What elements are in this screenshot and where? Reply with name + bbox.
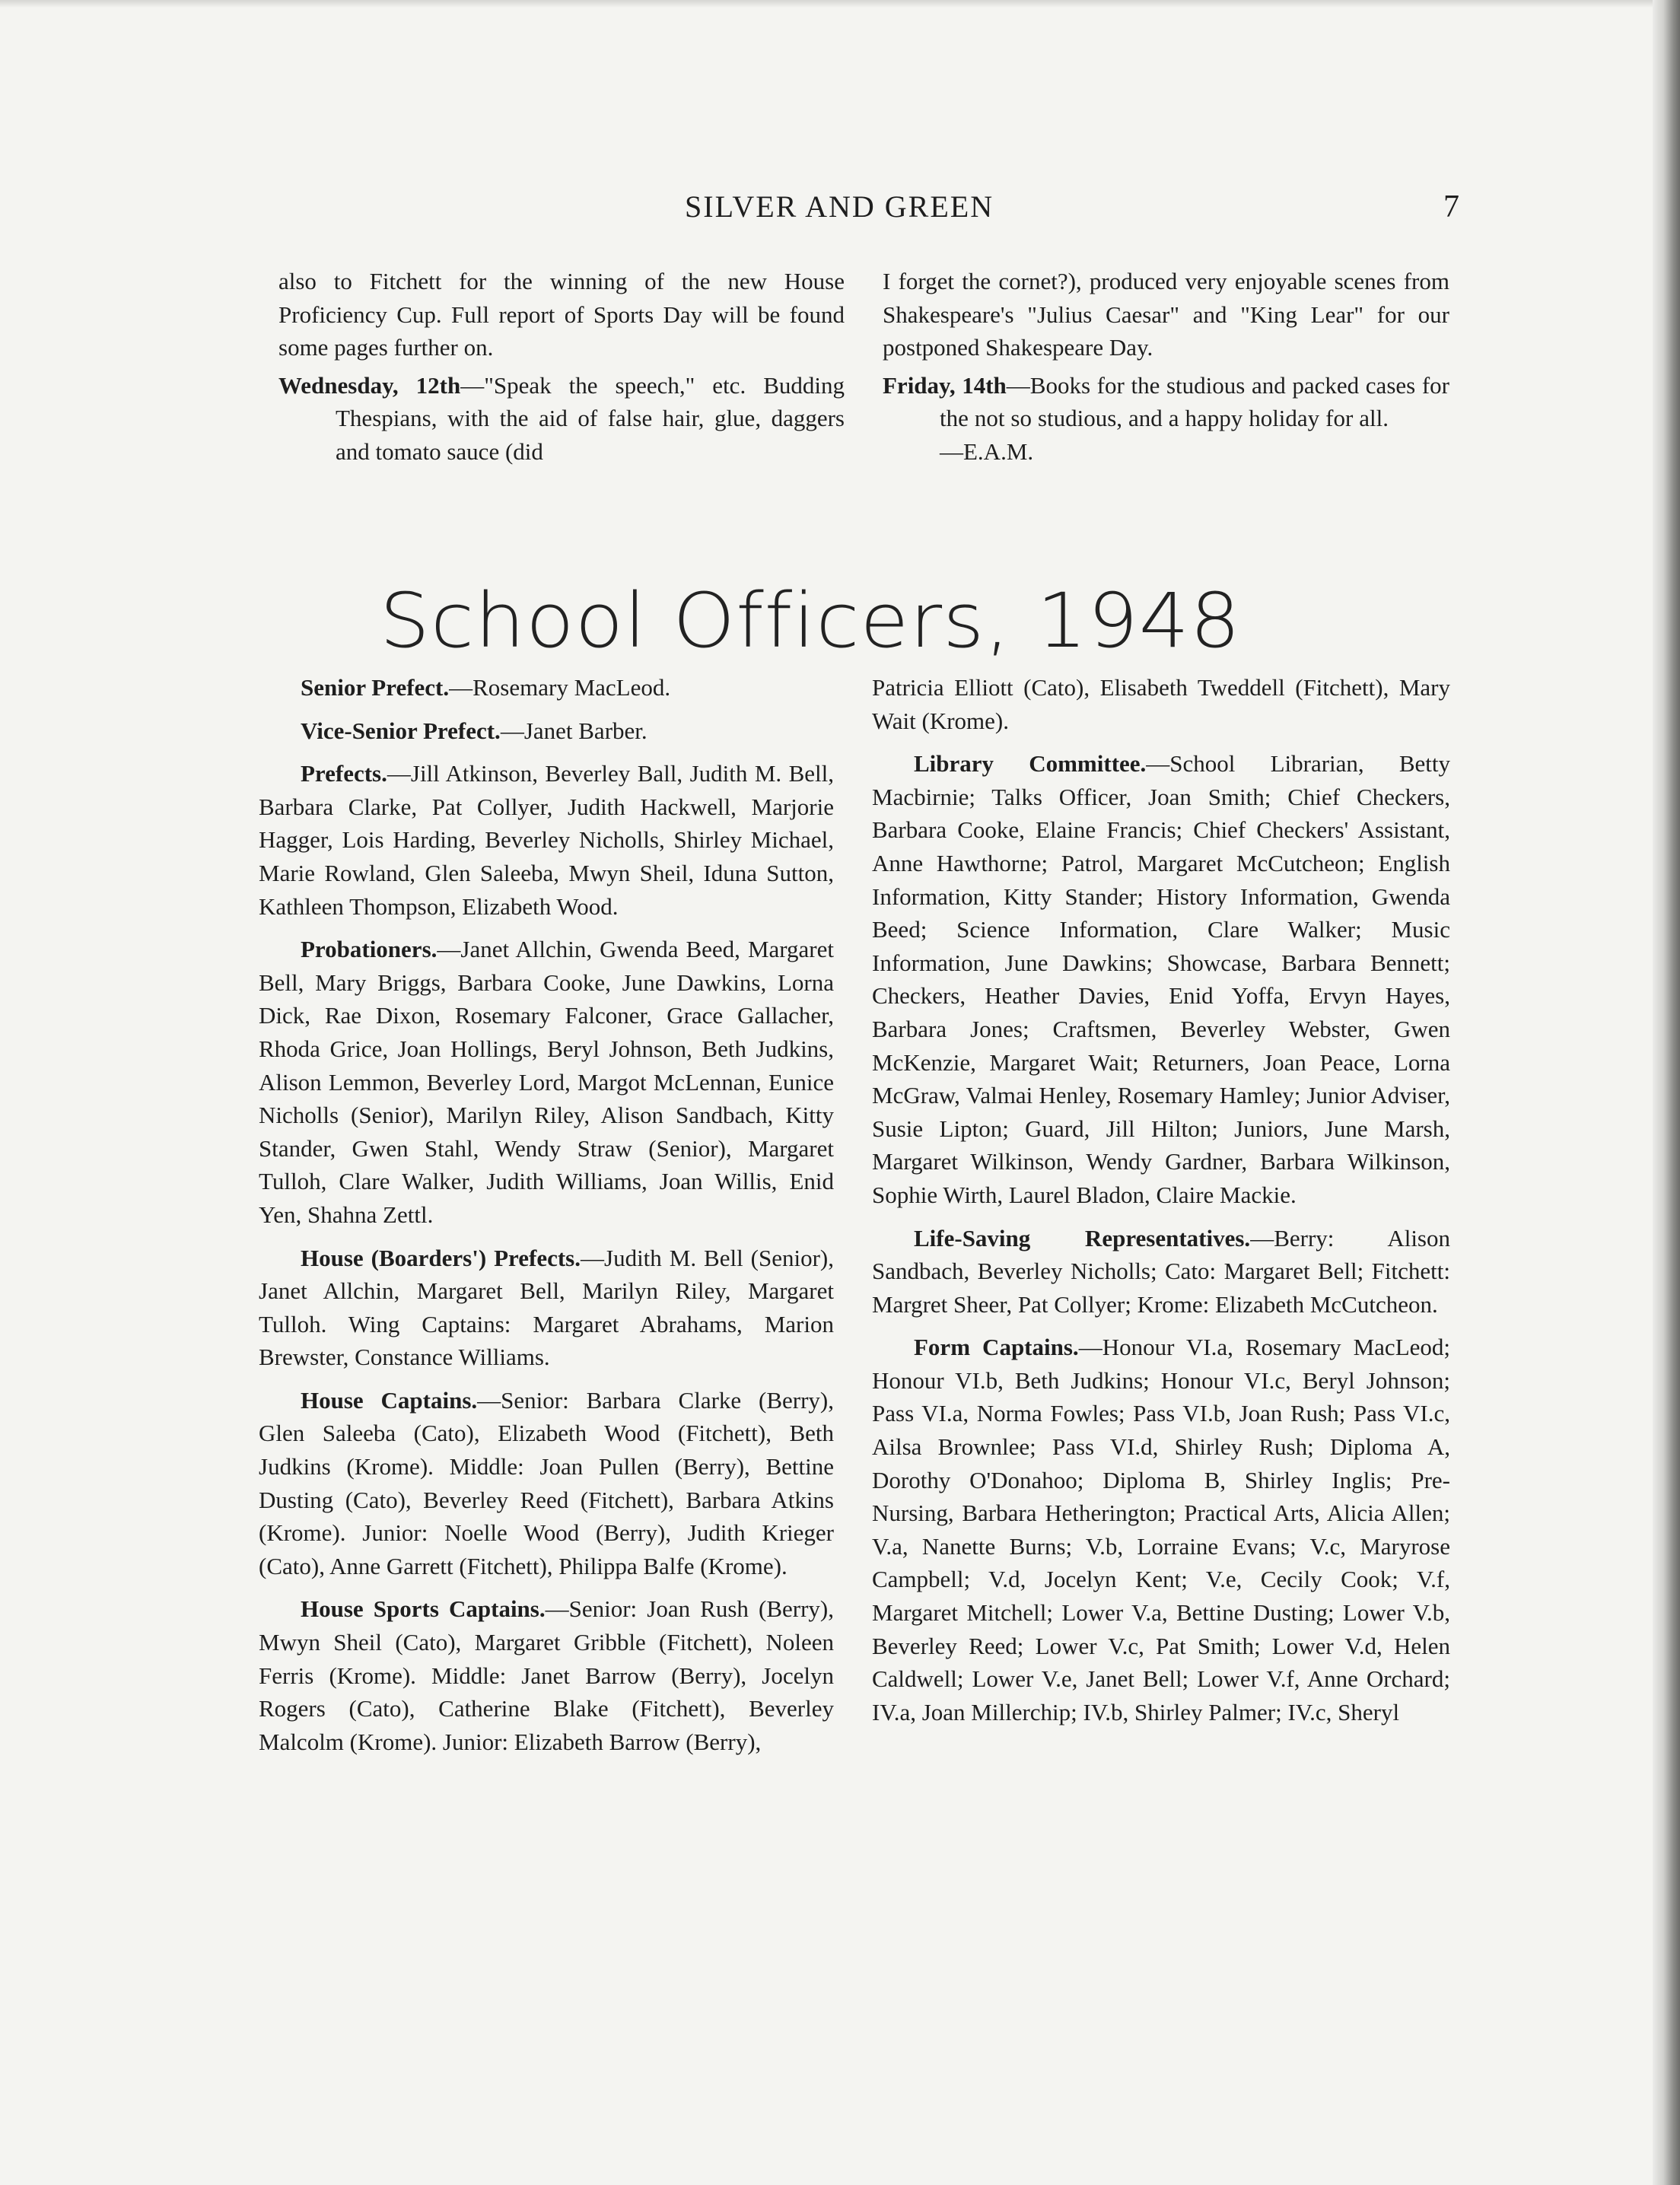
entry-label: Life-Saving Representatives.	[914, 1224, 1251, 1252]
diary-entry-text: —"Speak the speech," etc. Budding Thespians, with the aid of false hair, glue, daggers and tomato sauce (did	[336, 371, 845, 465]
entry-senior-prefect	[259, 671, 834, 704]
entry-house-prefects	[259, 1242, 834, 1374]
entry-label: Vice-Senior Prefect.	[301, 717, 501, 744]
publication-title: SILVER AND GREEN	[685, 189, 994, 224]
page-top-edge	[0, 0, 1680, 8]
entry-label: Library Committee.	[914, 750, 1147, 778]
diary-date-label: Friday, 14th	[883, 371, 1007, 399]
entry-form-captains	[872, 1331, 1450, 1729]
entry-text: —Rosemary MacLeod.	[449, 674, 671, 701]
officers-right-column	[872, 671, 1450, 1738]
entry-text: —Jill Atkinson, Beverley Ball, Judith M. Bell, Barbara Clarke, Pat Collyer, Judith Hackwell, Marjorie Hagger, Lois Harding, Beverley Nicholls, Shirley Michael, Marie Rowland, Glen Saleeba, Mwyn Sheil, Iduna Sutton, Kathleen Thompson, Elizabeth Wood.	[259, 760, 834, 920]
officers-left-column	[259, 671, 834, 1768]
diary-date-label: Wednesday, 12th	[278, 371, 461, 399]
entry-label: Prefects.	[301, 760, 387, 787]
entry-label: House Captains.	[301, 1386, 478, 1414]
running-head	[289, 189, 1461, 231]
entry-text: —Janet Allchin, Gwenda Beed, Margaret Bell, Mary Briggs, Barbara Cooke, June Dawkins, Lorna Dick, Rae Dixon, Rosemary Falconer, Grace Gallacher, Rhoda Grice, Joan Hollings, Beryl Johnson, Beth Judkins, Alison Lemmon, Beverley Lord, Margot McLennan, Eunice Nicholls (Senior), Marilyn Riley, Alison Sandbach, Kitty Stander, Gwen Stahl, Wendy Straw (Senior), Margaret Tulloh, Clare Walker, Judith Williams, Joan Willis, Enid Yen, Shahna Zettl.	[259, 936, 834, 1228]
entry-probationers	[259, 933, 834, 1231]
page-binding-edge	[1653, 0, 1680, 2185]
entry-text: —Senior: Joan Rush (Berry), Mwyn Sheil (Cato), Margaret Gribble (Fitchett), Noleen Ferris (Krome). Middle: Janet Barrow (Berry), Jocelyn Rogers (Cato), Catherine Blake (Fitchett), Beverley Malcolm (Krome). Junior: Elizabeth Barrow (Berry),	[259, 1595, 834, 1755]
entry-label: House (Boarders') Prefects.	[301, 1244, 581, 1271]
diary-continuation-right: I forget the cornet?), produced very enjoyable scenes from Shakespeare's "Julius Caesar" and "King Lear" for our postponed Shakespeare Day.	[883, 268, 1449, 361]
diary-entry-friday	[883, 369, 1449, 469]
entry-text: —Honour VI.a, Rosemary MacLeod; Honour VI.b, Beth Judkins; Honour VI.c, Beryl Johnson; Pass VI.a, Norma Fowles; Pass VI.b, Joan Rush; Pass VI.c, Ailsa Brownlee; Pass VI.d, Shirley Rush; Diploma A, Dorothy O'Donahoo; Diploma B, Shirley Inglis; Pre-Nursing, Barbara Hetherington; Practical Arts, Alicia Allen; V.a, Nanette Burns; V.b, Lorraine Evans; V.c, Maryrose Campbell; V.d, Jocelyn Kent; V.e, Cecily Cook; V.f, Margaret Mitchell; Lower V.a, Bettine Dusting; Lower V.b, Beverley Reed; Lower V.c, Pat Smith; Lower V.d, Helen Caldwell; Lower V.e, Janet Bell; Lower V.f, Anne Orchard; IV.a, Joan Millerchip; IV.b, Shirley Palmer; IV.c, Sheryl	[872, 1334, 1450, 1725]
entry-text: —Judith M. Bell (Senior), Janet Allchin, Margaret Bell, Marilyn Riley, Margaret Tulloh. Wing Captains: Margaret Abrahams, Marion Brewster, Constance Williams.	[259, 1244, 834, 1371]
entry-text: —School Librarian, Betty Macbirnie; Talks Officer, Joan Smith; Chief Checkers, Barbara Cooke, Elaine Francis; Chief Checkers' Assistant, Anne Hawthorne; Patrol, Margaret McCutcheon; English Information, Kitty Stander; History Information, Gwenda Beed; Science Information, Clare Walker; Music Information, June Dawkins; Showcase, Barbara Bennett; Checkers, Heather Davies, Enid Yoffa, Ervyn Hayes, Barbara Jones; Craftsmen, Beverley Webster, Gwen McKenzie, Margaret Wait; Returners, Joan Peace, Lorna McGraw, Valmai Henley, Rosemary Hamley; Junior Adviser, Susie Lipton; Guard, Jill Hilton; Juniors, June Marsh, Margaret Wilkinson, Wendy Gardner, Barbara Wilkinson, Sophie Wirth, Laurel Bladon, Claire Mackie.	[872, 750, 1450, 1208]
page-number: 7	[1443, 189, 1461, 224]
entry-text: —Janet Barber.	[500, 717, 648, 744]
diary-entry-wednesday	[278, 369, 845, 469]
diary-signature: —E.A.M.	[940, 437, 1034, 465]
entry-continuation: Patricia Elliott (Cato), Elisabeth Tweddell (Fitchett), Mary Wait (Krome).	[872, 674, 1450, 734]
entry-house-sports-captains	[259, 1592, 834, 1758]
entry-text: —Senior: Barbara Clarke (Berry), Glen Saleeba (Cato), Elizabeth Wood (Fitchett), Beth Judkins (Krome). Middle: Joan Pullen (Berry), Bettine Dusting (Cato), Beverley Reed (Fitchett), Barbara Atkins (Krome). Junior: Noelle Wood (Berry), Judith Krieger (Cato), Anne Garrett (Fitchett), Philippa Balfe (Krome).	[259, 1386, 834, 1579]
entry-prefects	[259, 757, 834, 923]
diary-continuation: also to Fitchett for the winning of the new House Proficiency Cup. Full report of Sports Day will be found some pages further on.	[278, 268, 845, 361]
entry-label: Probationers.	[301, 936, 438, 963]
entry-life-saving	[872, 1222, 1450, 1321]
section-headline: School Officers, 1948	[379, 577, 1242, 665]
entry-library-committee	[872, 747, 1450, 1211]
entry-label: House Sports Captains.	[301, 1595, 546, 1623]
entry-text: —Berry: Alison Sandbach, Beverley Nicholls; Cato: Margaret Bell; Fitchett: Margret Sheer, Pat Collyer; Krome: Elizabeth McCutcheon.	[872, 1224, 1450, 1318]
entry-label: Form Captains.	[914, 1334, 1079, 1361]
diary-entry-text: —Books for the studious and packed cases for the not so studious, and a happy holiday for all.	[940, 371, 1449, 432]
diary-right-column	[883, 265, 1449, 469]
diary-left-column	[278, 265, 845, 469]
entry-vice-senior-prefect	[259, 714, 834, 748]
entry-house-captains	[259, 1384, 834, 1583]
entry-label: Senior Prefect.	[301, 674, 450, 701]
